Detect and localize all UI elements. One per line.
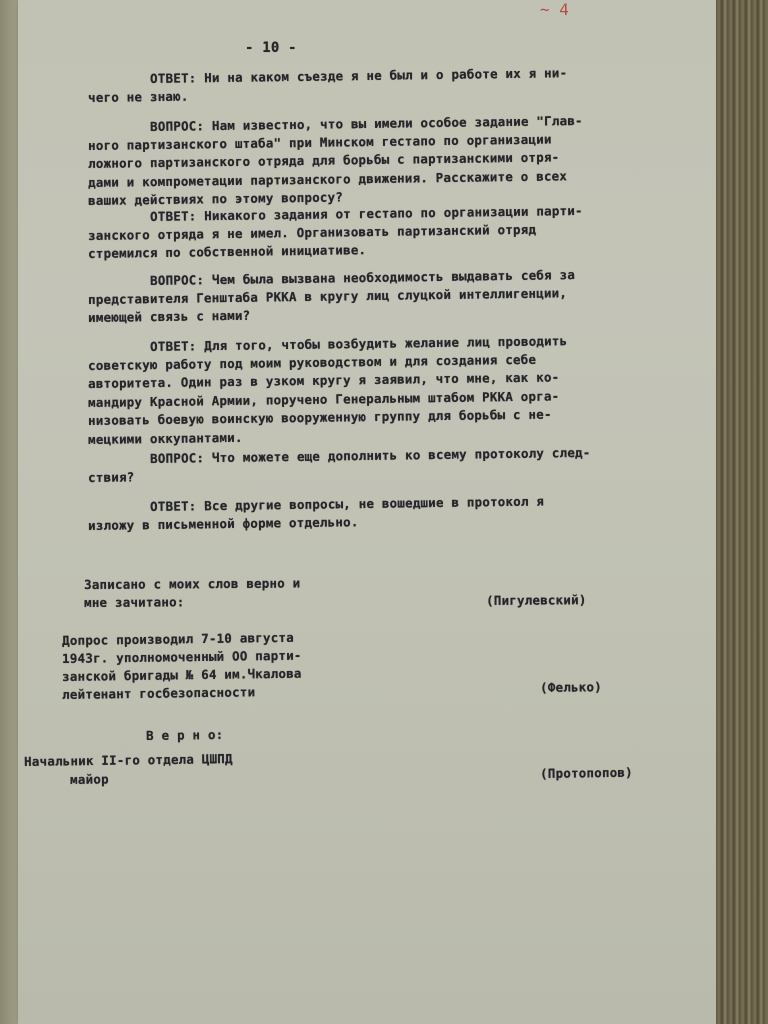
paragraph-6-line-1: ВОПРОС: Что можете еще дополнить ко всему протоколу след- [150,444,591,466]
archive-ink-mark: ~ 4 [540,0,569,19]
paragraph-1-line-2: чего не знаю. [88,88,189,105]
chief-line-1: Начальник II-го отдела ЦШПД [24,751,233,769]
verno-label: В е р н о: [146,726,224,743]
signature-pigulevsky: (Пигулевский) [486,592,587,608]
folder-binding [716,0,768,1024]
paragraph-5-line-3: авторитета. Один раз в узком кругу я заявил, что мне, как ко- [88,369,560,392]
paragraph-5-line-4: мандиру Красной Армии, поручено Генеральным штабом РККА орга- [88,388,560,410]
paragraph-2-line-5: ваших действиях по этому вопросу? [88,189,344,209]
paragraph-3-line-1: ОТВЕТ: Никакого задания от гестапо по организации парти- [150,202,583,224]
paragraph-1-line-1: ОТВЕТ: Ни на каком съезде я не был и о работе их я ни- [150,65,568,86]
recorded-line-2: мне зачитано: [84,594,185,610]
paragraph-5-line-2: советскую работу под моим руководством и для создания себе [88,351,537,373]
paragraph-2-line-1: ВОПРОС: Нам известно, что вы имели особое задание "Глав- [150,112,583,134]
paragraph-6-line-2: ствия? [88,468,135,485]
chief-line-2: майор [70,771,109,787]
paragraph-5-line-6: мецкими оккупантами. [88,429,243,447]
paragraph-2-line-2: ного партизанского штаба" при Минском гестапо по организации [88,131,552,153]
paragraph-4-line-3: имеющей связь с нами? [88,307,251,326]
interrogation-line-3: занской бригады № 64 им.Чкалова [62,665,302,684]
page-number: - 10 - [245,40,297,56]
paragraph-7-line-1: ОТВЕТ: Все другие вопросы, не вошедшие в протокол я [150,493,545,514]
paragraph-7-line-2: изложу в письменной форме отдельно. [88,513,359,533]
paragraph-4-line-1: ВОПРОС: Чем была вызвана необходимость выдавать себя за [150,267,576,288]
signature-felko: (Фелько) [540,679,603,695]
paragraph-5-line-5: низовать боевую воинскую вооруженную группу для борьбы с не- [88,406,552,429]
paragraph-2-line-3: ложного партизанского отряда для борьбы с партизанскими отря- [88,149,560,172]
recorded-line-1: Записано с моих слов верно и [84,575,301,592]
paragraph-2-line-4: дами и компрометации партизанского движения. Расскажите о всех [88,168,568,190]
interrogation-line-1: Допрос производил 7-10 августа [62,629,294,648]
paragraph-3-line-3: стремился по собственной инициативе. [88,242,367,262]
paragraph-4-line-2: представителя Генштаба РККА в кругу лиц слуцкой интеллигенции, [88,284,568,307]
signature-protopopov: (Протопопов) [540,764,633,781]
paragraph-5-line-1: ОТВЕТ: Для того, чтобы возбудить желание лиц проводить [150,333,568,354]
paragraph-3-line-2: занского отряда я не имел. Организовать партизанский отряд [88,221,537,243]
interrogation-line-4: лейтенант госбезопасности [62,684,256,702]
interrogation-line-2: 1943г. уполномоченный ОО парти- [62,647,302,666]
